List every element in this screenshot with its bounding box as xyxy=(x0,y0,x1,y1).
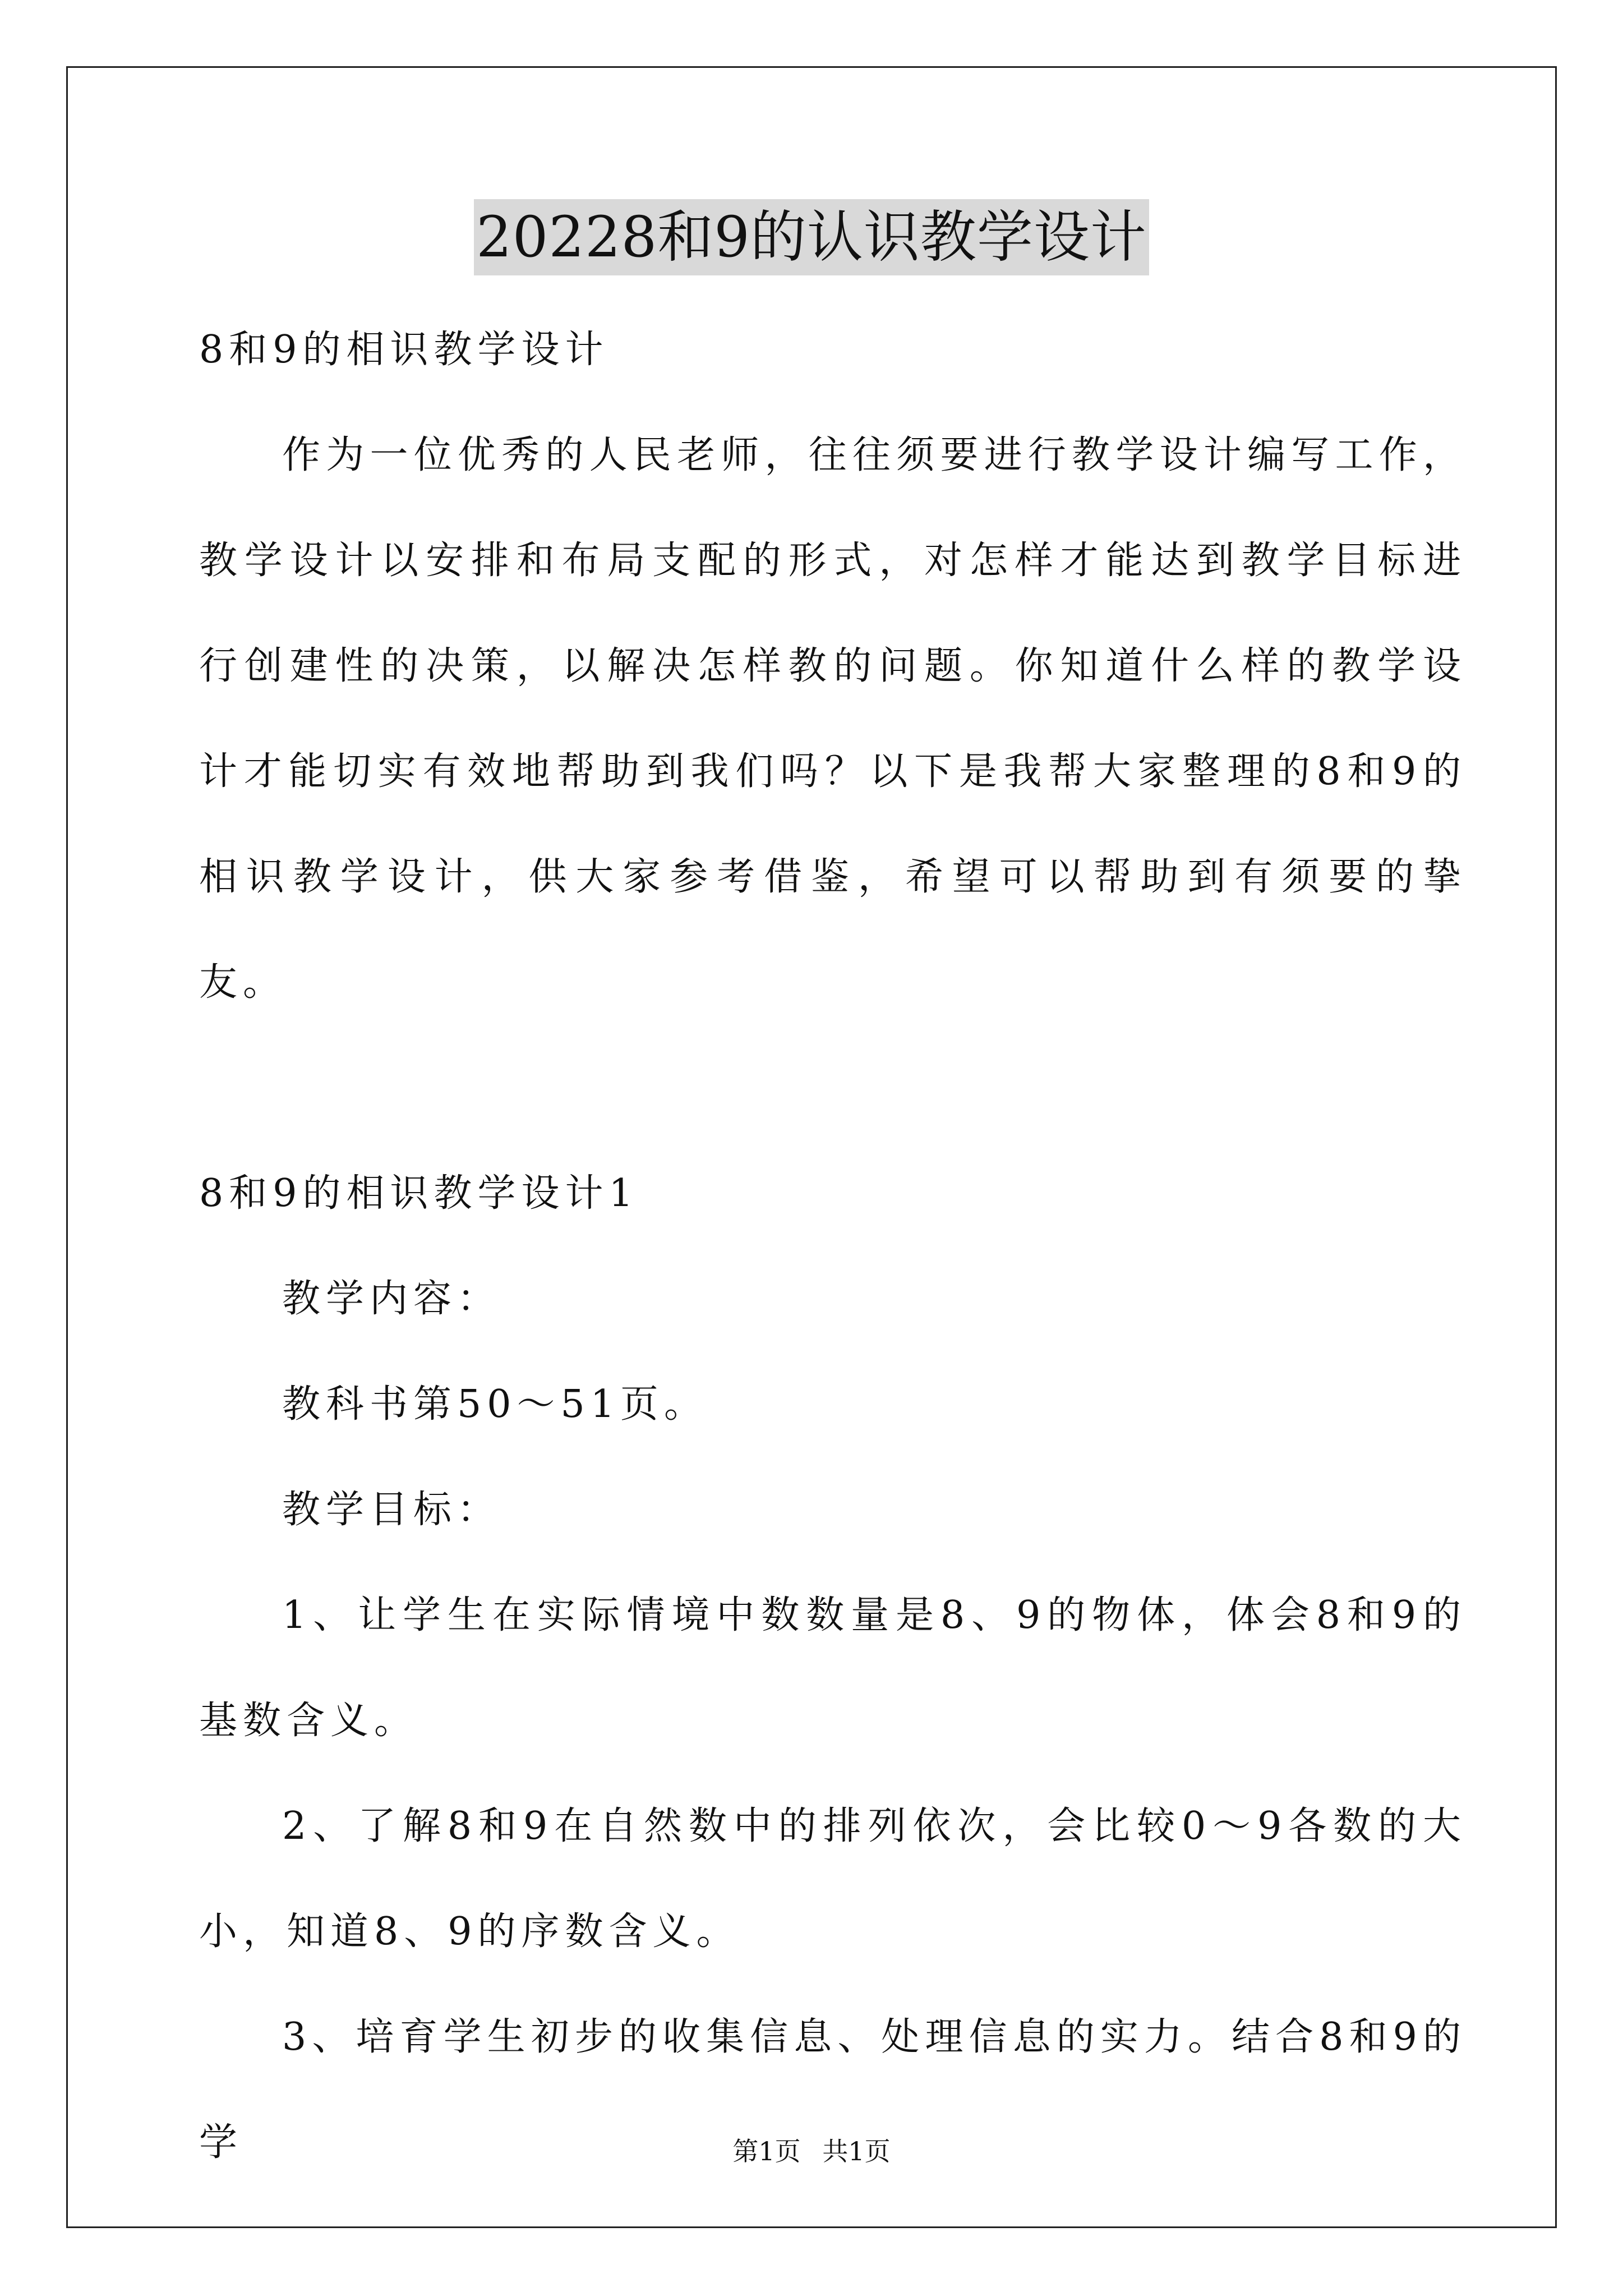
content-text: 教科书第50～51页。 xyxy=(282,1382,708,1427)
page-number: 第1页 xyxy=(732,2136,801,2166)
content-label: 教学内容： xyxy=(282,1277,501,1321)
section-heading: 8和9的相识教学设计1 xyxy=(199,1171,639,1216)
intro-paragraph: 作为一位优秀的人民老师，往往须要进行教学设计编写工作，教学设计以安排和布局支配的形式，对怎样才能达到教学目标进行创建性的决策，以解决怎样教的问题。你知道什么样的教学设计才能切实有效地帮助到我们吗？以下是我帮大家整理的8和9的相识教学设计，供大家参考借鉴，希望可以帮助到有须要的挚友。 xyxy=(199,433,1467,1005)
document-body xyxy=(199,297,1467,2196)
goal-item-3: 3、培育学生初步的收集信息、处理信息的实力。结合8和9的学 xyxy=(199,2015,1467,2165)
title-container xyxy=(0,199,1623,275)
page-total: 共1页 xyxy=(822,2136,891,2166)
paragraph-gap xyxy=(199,1036,1467,1141)
goal-item-2: 2、了解8和9在自然数中的排列依次，会比较0～9各数的大小，知道8、9的序数含义。 xyxy=(199,1804,1467,1954)
goal-item-1: 1、让学生在实际情境中数数量是8、9的物体，体会8和9的基数含义。 xyxy=(199,1593,1467,1743)
document-subtitle: 8和9的相识教学设计 xyxy=(199,328,609,372)
goals-label: 教学目标： xyxy=(282,1488,501,1532)
page-footer xyxy=(0,2134,1623,2168)
document-title: 20228和9的认识教学设计 xyxy=(474,199,1149,275)
